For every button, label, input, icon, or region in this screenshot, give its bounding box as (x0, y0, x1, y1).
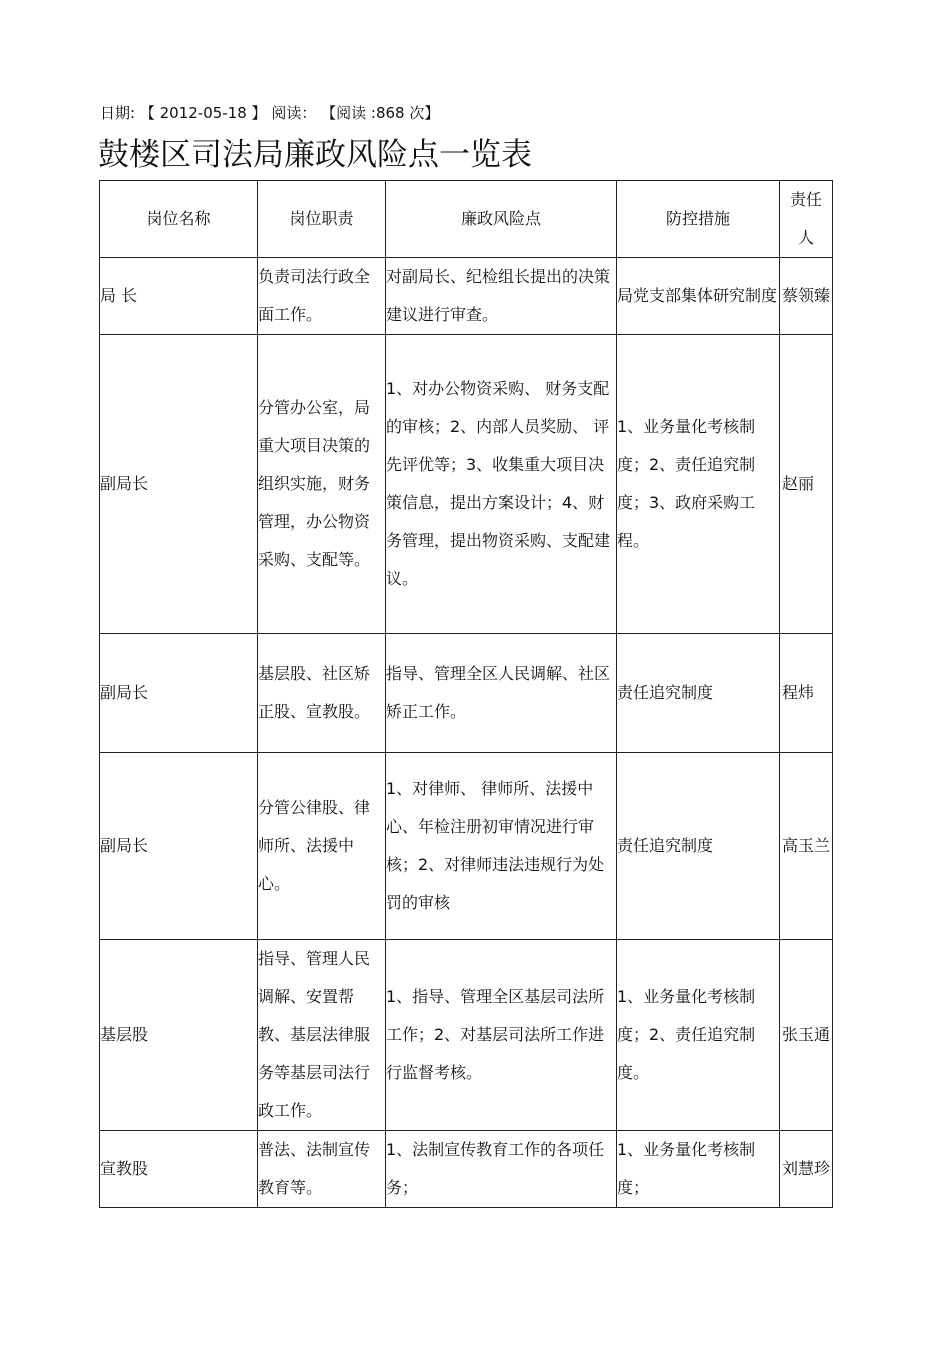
cell-risk: 1、对律师、 律师所、法援中心、年检注册初审情况进行审核；2、对律师违法违规行为处罚的审核 (386, 753, 617, 940)
cell-duty: 负责司法行政全面工作。 (258, 258, 386, 335)
cell-measure: 责任追究制度 (617, 634, 780, 753)
header-risk: 廉政风险点 (386, 181, 617, 258)
table-row (100, 940, 833, 1131)
cell-measure: 局党支部集体研究制度 (617, 258, 780, 335)
cell-duty: 指导、管理人民调解、安置帮教、基层法律服务等基层司法行政工作。 (258, 940, 386, 1131)
cell-position: 副局长 (100, 335, 258, 634)
date-value: 【 2012-05-18 】 (139, 104, 267, 122)
table-row (100, 1131, 833, 1208)
cell-person: 张玉通 (780, 940, 833, 1131)
cell-position: 副局长 (100, 634, 258, 753)
read-label: 阅读： (271, 104, 317, 122)
cell-duty: 分管办公室，局重大项目决策的组织实施，财务管理，办公物资采购、支配等。 (258, 335, 386, 634)
cell-measure: 责任追究制度 (617, 753, 780, 940)
table-row (100, 258, 833, 335)
header-position: 岗位名称 (100, 181, 258, 258)
cell-risk: 1、对办公物资采购、 财务支配的审核；2、内部人员奖励、 评先评优等；3、收集重大项目决策信息，提出方案设计；4、财务管理，提出物资采购、支配建议。 (386, 335, 617, 634)
date-label: 日期: (100, 104, 136, 122)
table-header-row (100, 181, 833, 258)
cell-risk: 指导、管理全区人民调解、社区矫正工作。 (386, 634, 617, 753)
page-title: 鼓楼区司法局廉政风险点一览表 (98, 137, 532, 173)
cell-duty: 分管公律股、律师所、法援中心。 (258, 753, 386, 940)
read-count: 【阅读 :868 次】 (321, 104, 440, 122)
cell-position: 局 长 (100, 258, 258, 335)
cell-measure: 1、业务量化考核制度；2、责任追究制度；3、政府采购工程。 (617, 335, 780, 634)
cell-person: 赵丽 (780, 335, 833, 634)
cell-person: 蔡领臻 (780, 258, 833, 335)
cell-person: 高玉兰 (780, 753, 833, 940)
cell-risk: 对副局长、纪检组长提出的决策建议进行审查。 (386, 258, 617, 335)
cell-position: 基层股 (100, 940, 258, 1131)
header-duty: 岗位职责 (258, 181, 386, 258)
cell-position: 宣教股 (100, 1131, 258, 1208)
header-person: 责任人 (780, 181, 833, 258)
risk-table (99, 180, 833, 1208)
cell-duty: 普法、法制宣传教育等。 (258, 1131, 386, 1208)
cell-risk: 1、指导、管理全区基层司法所工作；2、对基层司法所工作进行监督考核。 (386, 940, 617, 1131)
date-read-line (100, 103, 439, 123)
cell-measure: 1、业务量化考核制度； (617, 1131, 780, 1208)
header-measure: 防控措施 (617, 181, 780, 258)
table-row (100, 753, 833, 940)
table-row (100, 634, 833, 753)
cell-position: 副局长 (100, 753, 258, 940)
table-row (100, 335, 833, 634)
cell-person: 刘慧珍 (780, 1131, 833, 1208)
cell-risk: 1、法制宣传教育工作的各项任务； (386, 1131, 617, 1208)
cell-person: 程炜 (780, 634, 833, 753)
cell-duty: 基层股、社区矫正股、宣教股。 (258, 634, 386, 753)
cell-measure: 1、业务量化考核制度；2、责任追究制度。 (617, 940, 780, 1131)
